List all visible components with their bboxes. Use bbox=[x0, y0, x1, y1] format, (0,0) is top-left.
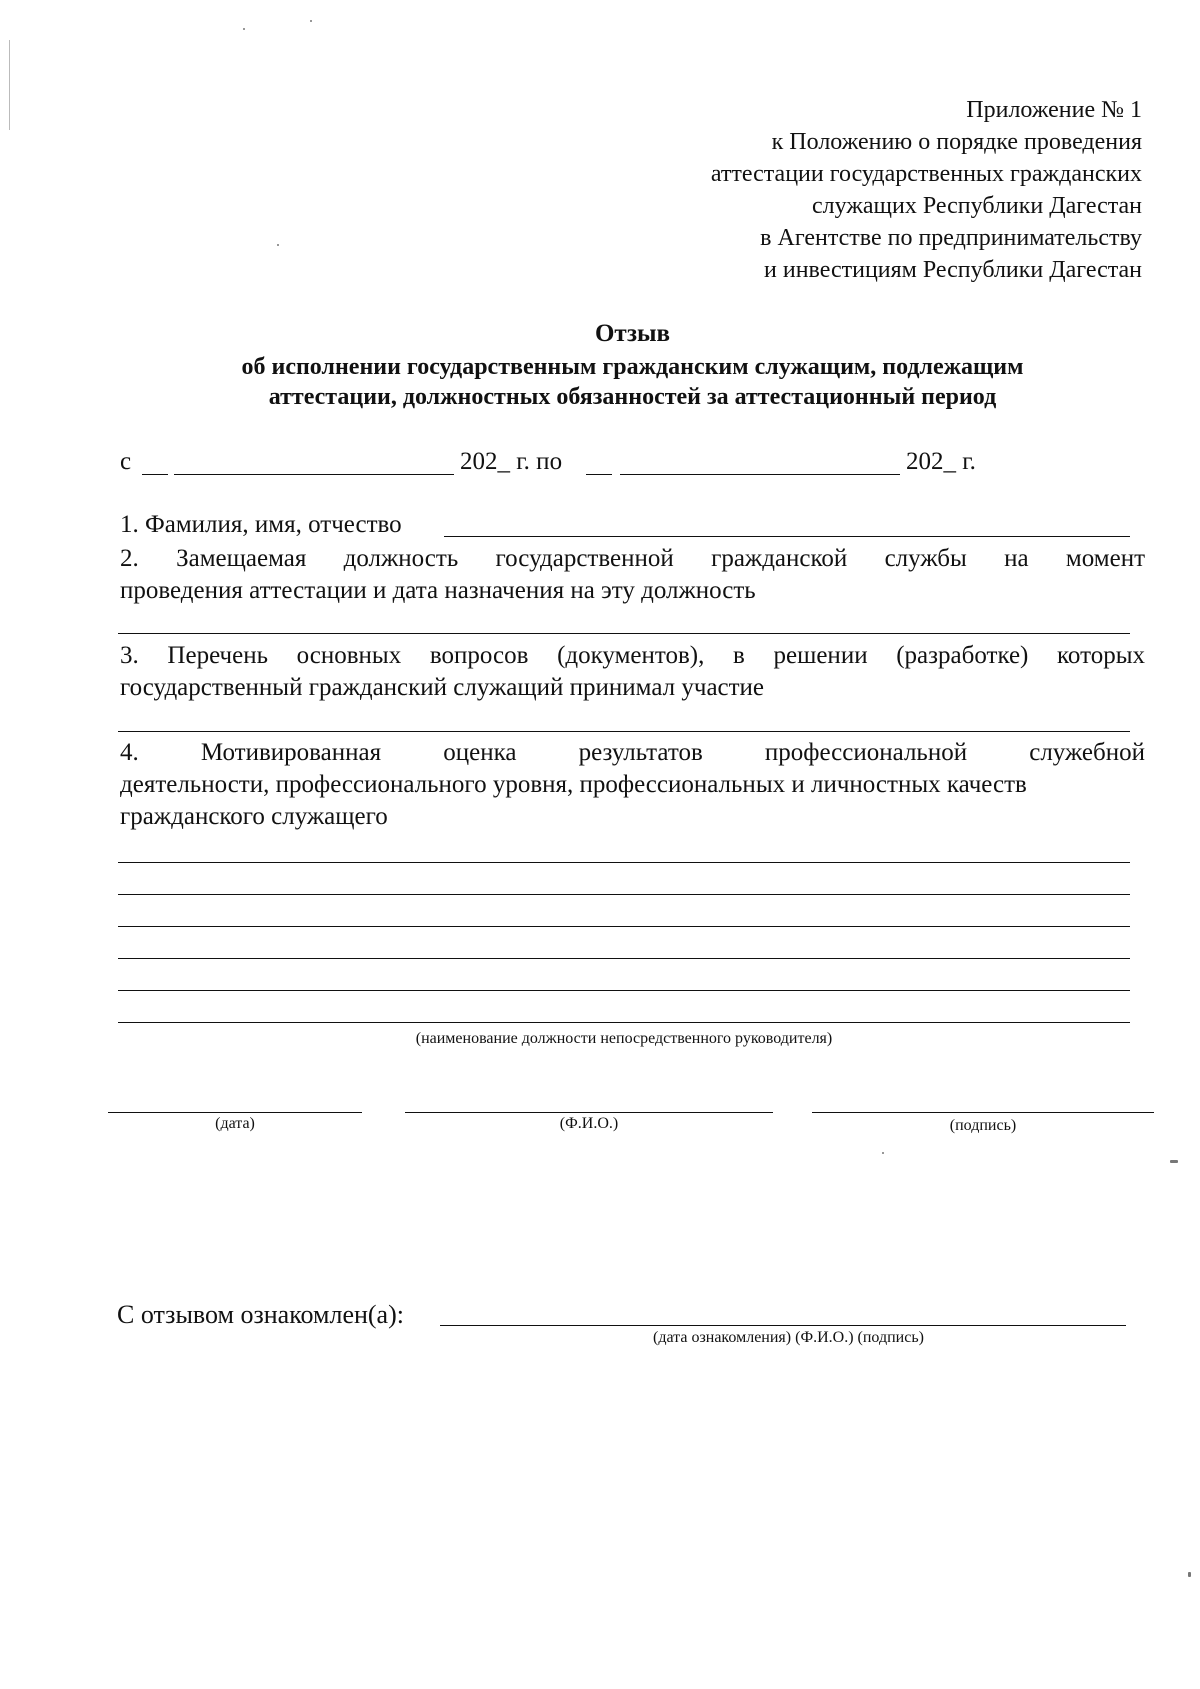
period-from-day-field[interactable] bbox=[142, 474, 168, 475]
period-from-month-field[interactable] bbox=[174, 474, 454, 475]
item4-answer-line[interactable] bbox=[118, 862, 1130, 863]
document-title: Отзыв bbox=[594, 320, 671, 347]
supervisor-position-field[interactable] bbox=[118, 1022, 1130, 1023]
acknowledgement-field[interactable] bbox=[440, 1325, 1126, 1326]
period-from-prefix: с bbox=[120, 448, 132, 475]
document-subtitle-line2: аттестации, должностных обязанностей за аттестационный период bbox=[268, 384, 997, 410]
item3-line1: 3. Перечень основных вопросов (документов), в решении (разработке) которых bbox=[120, 642, 1145, 669]
period-year2-label: 202_ г. bbox=[906, 448, 976, 475]
item4-line3: гражданского служащего bbox=[120, 803, 388, 830]
scan-speck bbox=[243, 28, 245, 30]
item2-line2: проведения аттестации и дата назначения на эту должность bbox=[120, 577, 756, 604]
scan-speck bbox=[310, 20, 312, 22]
signature-caption: (подпись) bbox=[949, 1117, 1017, 1134]
item4-answer-line[interactable] bbox=[118, 990, 1130, 991]
item3-field[interactable] bbox=[118, 731, 1130, 732]
item4-answer-line[interactable] bbox=[118, 958, 1130, 959]
signature-field[interactable] bbox=[812, 1112, 1154, 1113]
appendix-line: служащих Республики Дагестан bbox=[812, 193, 1142, 219]
fio-caption: (Ф.И.О.) bbox=[559, 1115, 619, 1132]
date-caption: (дата) bbox=[215, 1115, 255, 1132]
item3-line2: государственный гражданский служащий принимал участие bbox=[120, 674, 765, 701]
item2-field[interactable] bbox=[118, 633, 1130, 634]
scan-speck bbox=[882, 1152, 884, 1154]
period-to-day-field[interactable] bbox=[586, 474, 612, 475]
item2-line1: 2. Замещаемая должность государственной гражданской службы на момент bbox=[120, 545, 1145, 572]
scan-speck bbox=[1188, 1572, 1191, 1577]
item4-line1: 4. Мотивированная оценка результатов профессиональной служебной bbox=[120, 739, 1145, 766]
scan-speck bbox=[1170, 1160, 1178, 1163]
supervisor-position-caption: (наименование должности непосредственного руководителя) bbox=[415, 1030, 833, 1047]
appendix-line: к Положению о порядке проведения bbox=[771, 129, 1142, 155]
acknowledgement-caption: (дата ознакомления) (Ф.И.О.) (подпись) bbox=[653, 1329, 924, 1346]
acknowledgement-label: С отзывом ознакомлен(а): bbox=[117, 1300, 404, 1329]
item4-answer-line[interactable] bbox=[118, 926, 1130, 927]
scan-edge-mark bbox=[9, 40, 10, 130]
item1-label: 1. Фамилия, имя, отчество bbox=[120, 511, 402, 538]
date-field[interactable] bbox=[108, 1112, 362, 1113]
appendix-line: в Агентстве по предпринимательству bbox=[760, 225, 1142, 251]
period-year1-label: 202_ г. по bbox=[460, 448, 563, 475]
appendix-line: Приложение № 1 bbox=[966, 97, 1142, 123]
period-to-month-field[interactable] bbox=[620, 474, 900, 475]
item4-line2: деятельности, профессионального уровня, профессиональных и личностных качеств bbox=[120, 771, 1027, 798]
appendix-line: аттестации государственных гражданских bbox=[710, 161, 1142, 187]
appendix-header bbox=[711, 94, 1142, 286]
document-subtitle-line1: об исполнении государственным гражданским служащим, подлежащим bbox=[241, 354, 1024, 380]
appendix-line: и инвестициям Республики Дагестан bbox=[764, 257, 1142, 283]
fio-field[interactable] bbox=[405, 1112, 773, 1113]
scan-speck bbox=[277, 244, 279, 246]
item1-fio-field[interactable] bbox=[444, 536, 1130, 537]
item4-answer-line[interactable] bbox=[118, 894, 1130, 895]
